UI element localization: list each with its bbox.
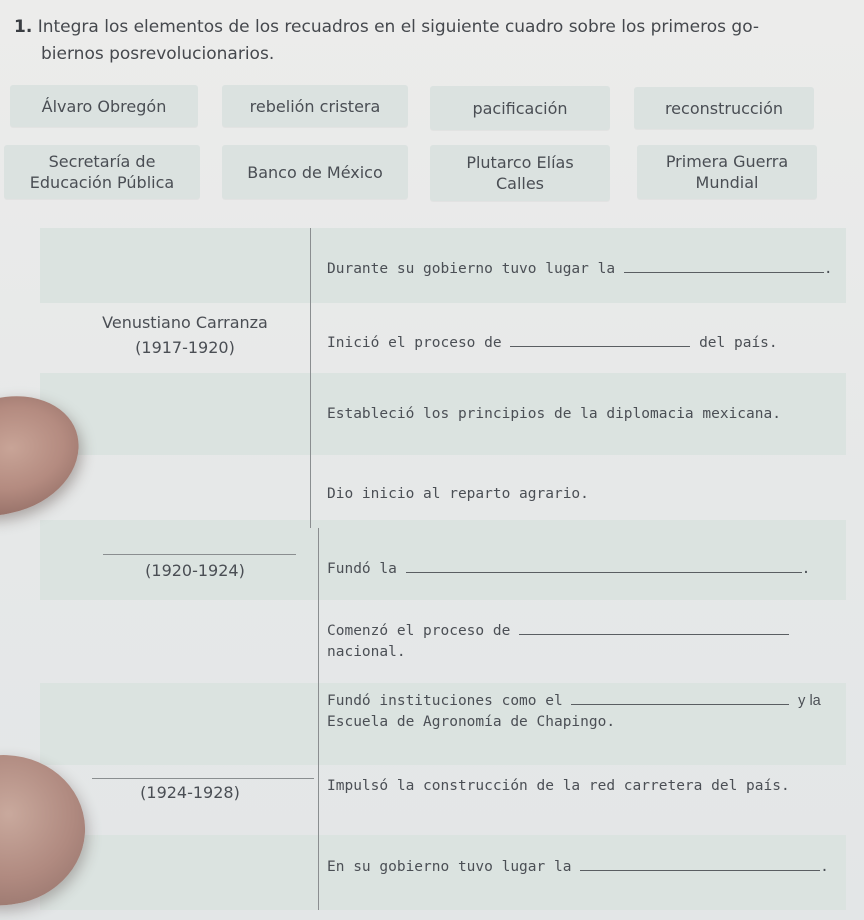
row-text: Impulsó la construcción de la red carretera del país. [327, 778, 790, 794]
table-row [327, 404, 781, 425]
row-text: Fundó instituciones como el [327, 693, 563, 709]
answer-blank[interactable] [571, 690, 789, 705]
section-years: (1917-1920) [135, 338, 235, 357]
row-text: Durante su gobierno tuvo lugar la [327, 261, 616, 277]
instruction-number: 1. [14, 17, 33, 37]
word-chip-primera-guerra-mundial [637, 145, 817, 199]
row-text: Estableció los principios de la diplomacia mexicana. [327, 406, 781, 422]
table-row [327, 258, 833, 280]
row-text: Fundó la [327, 561, 397, 577]
word-chip-pacificacion [430, 86, 610, 130]
word-chip-label: Álvaro Obregón [41, 96, 167, 116]
instruction [14, 14, 849, 68]
word-chip-label: Plutarco Elías [466, 153, 574, 172]
word-chip-label: Educación Pública [29, 173, 175, 192]
section-name-blank [92, 778, 314, 779]
table-row [327, 332, 778, 354]
instruction-text-line2: biernos posrevolucionarios. [41, 44, 275, 64]
instruction-text-line1: Integra los elementos de los recuadros en el siguiente cuadro sobre los primeros go- [37, 17, 760, 37]
row-text: y la [798, 693, 821, 709]
row-text: . [823, 261, 833, 277]
word-chip-label: pacificación [472, 98, 568, 118]
section-years: (1920-1924) [145, 561, 245, 580]
row-text: nacional. [327, 644, 406, 660]
word-chip-label: rebelión cristera [249, 96, 381, 116]
section-name: Venustiano Carranza [102, 313, 268, 332]
answer-blank[interactable] [519, 620, 789, 635]
table-row [327, 484, 589, 505]
row-text: Inició el proceso de [327, 335, 502, 351]
word-chip-label: Banco de México [247, 162, 383, 182]
section-obregon [70, 558, 320, 583]
row-text: Comenzó el proceso de [327, 623, 511, 639]
word-chip-label: Secretaría de [48, 152, 156, 171]
section-name-blank [103, 554, 296, 555]
row-text: del país. [699, 335, 778, 351]
row-text: . [820, 859, 829, 875]
table-row [327, 776, 790, 797]
row-text: En su gobierno tuvo lugar la [327, 859, 572, 875]
table-row [327, 856, 829, 878]
section-carranza [60, 310, 310, 360]
governments-table [0, 228, 846, 910]
word-chip-sep [4, 145, 200, 199]
word-chip-alvaro-obregon [10, 85, 198, 127]
table-row [327, 558, 810, 580]
answer-blank[interactable] [580, 856, 820, 871]
answer-blank[interactable] [624, 258, 824, 273]
table-column-divider [318, 528, 319, 910]
word-chip-reconstruccion [634, 87, 814, 129]
table-row [327, 620, 789, 663]
row-text: Escuela de Agronomía de Chapingo. [327, 714, 616, 730]
section-calles [65, 780, 315, 805]
section-years: (1924-1928) [140, 783, 240, 802]
word-chip-label: reconstrucción [664, 98, 784, 118]
word-chip-label: Calles [495, 174, 545, 193]
word-chip-rebelion-cristera [222, 85, 408, 127]
answer-blank[interactable] [406, 558, 802, 573]
word-chip-label: Mundial [695, 173, 759, 192]
word-chip-plutarco-elias-calles [430, 145, 610, 201]
table-row [327, 690, 821, 733]
word-chip-banco-de-mexico [222, 145, 408, 199]
table-column-divider [310, 228, 311, 528]
answer-blank[interactable] [510, 332, 690, 347]
row-text: . [801, 561, 811, 577]
word-chip-label: Primera Guerra [665, 152, 789, 171]
row-text: Dio inicio al reparto agrario. [327, 486, 589, 502]
